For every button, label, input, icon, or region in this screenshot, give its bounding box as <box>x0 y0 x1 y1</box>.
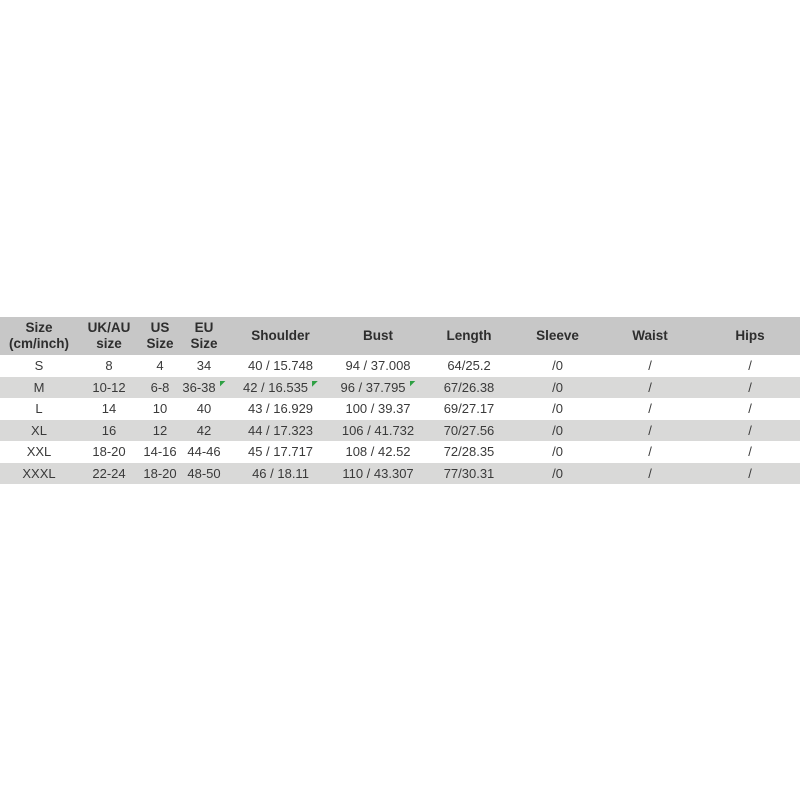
cell-shoulder-M <box>228 377 333 399</box>
cell-value: / <box>648 379 652 395</box>
column-header-waist <box>600 317 700 355</box>
cell-size-M <box>0 377 78 399</box>
cell-uk_au-XL <box>78 420 140 442</box>
size-row-XXXL <box>0 463 800 485</box>
cell-value: 106 / 41.732 <box>341 422 415 438</box>
cell-eu-M <box>180 377 228 399</box>
cell-length-M <box>423 377 515 399</box>
table-body <box>0 355 800 484</box>
cell-hips-M <box>700 377 800 399</box>
cell-value: 46 / 18.11 <box>252 465 309 481</box>
cell-value: 40 <box>196 401 212 417</box>
cell-length-S <box>423 355 515 377</box>
cell-value: XXL <box>26 444 52 460</box>
cell-value: L <box>35 401 43 417</box>
cell-value: / <box>648 444 652 460</box>
cell-value: / <box>748 465 752 481</box>
cell-size-L <box>0 398 78 420</box>
cell-value: 77/30.31 <box>443 465 495 481</box>
cell-shoulder-S <box>228 355 333 377</box>
cell-bust-L <box>333 398 423 420</box>
cell-value: 40 / 15.748 <box>247 358 314 374</box>
cell-value: S <box>34 358 44 374</box>
cell-value: /0 <box>552 358 563 374</box>
cell-value: 16 <box>101 422 117 438</box>
cell-value: 34 <box>196 358 212 374</box>
cell-value: 70/27.56 <box>443 422 495 438</box>
cell-value: 6-8 <box>150 379 170 395</box>
cell-waist-XXXL <box>600 463 700 485</box>
cell-value: 43 / 16.929 <box>247 401 314 417</box>
cell-eu-XXL <box>180 441 228 463</box>
cell-value: / <box>748 379 752 395</box>
cell-value: / <box>648 422 652 438</box>
cell-value: / <box>748 422 752 438</box>
column-header-line: Size <box>25 320 53 335</box>
column-header-line: Waist <box>632 328 668 343</box>
cell-length-XXL <box>423 441 515 463</box>
cell-hips-S <box>700 355 800 377</box>
cell-value: / <box>748 444 752 460</box>
cell-sleeve-XXXL <box>515 463 600 485</box>
cell-waist-XXL <box>600 441 700 463</box>
cell-eu-S <box>180 355 228 377</box>
cell-value: 18-20 <box>92 444 126 460</box>
size-row-S <box>0 355 800 377</box>
column-header-uk_au <box>78 317 140 355</box>
column-header-line: UK/AU <box>87 320 131 335</box>
cell-value: 10 <box>152 401 168 417</box>
column-header-line: Size <box>190 336 218 351</box>
cell-waist-XL <box>600 420 700 442</box>
cell-us-XL <box>140 420 180 442</box>
cell-size-XL <box>0 420 78 442</box>
column-header-line: Length <box>446 328 492 343</box>
cell-shoulder-XXL <box>228 441 333 463</box>
cell-value: 94 / 37.008 <box>345 358 411 374</box>
cell-sleeve-XL <box>515 420 600 442</box>
cell-value: /0 <box>552 401 563 417</box>
column-header-us <box>140 317 180 355</box>
cell-value: 100 / 39.37 <box>345 401 411 417</box>
table-header <box>0 317 800 355</box>
column-header-line: Shoulder <box>251 328 310 343</box>
cell-waist-L <box>600 398 700 420</box>
cell-value: 22-24 <box>92 465 126 481</box>
cell-size-XXL <box>0 441 78 463</box>
cell-value: 44-46 <box>187 444 221 460</box>
cell-shoulder-L <box>228 398 333 420</box>
cell-value: /0 <box>552 422 563 438</box>
column-header-line: EU <box>194 320 214 335</box>
cell-value: 18-20 <box>143 465 177 481</box>
cell-sleeve-XXL <box>515 441 600 463</box>
cell-value: XL <box>31 422 47 438</box>
cell-bust-XL <box>333 420 423 442</box>
cell-length-XL <box>423 420 515 442</box>
cell-sleeve-M <box>515 377 600 399</box>
column-header-line: Hips <box>735 328 765 343</box>
size-row-XL <box>0 420 800 442</box>
cell-value: 48-50 <box>187 465 221 481</box>
cell-value: / <box>648 358 652 374</box>
cell-uk_au-S <box>78 355 140 377</box>
cell-value: /0 <box>552 444 563 460</box>
cell-us-S <box>140 355 180 377</box>
cell-value: 10-12 <box>92 379 126 395</box>
cell-hips-XXXL <box>700 463 800 485</box>
size-row-M <box>0 377 800 399</box>
cell-bust-M <box>333 377 423 399</box>
column-header-bust <box>333 317 423 355</box>
cell-value: / <box>748 358 752 374</box>
column-header-hips <box>700 317 800 355</box>
cell-value: 72/28.35 <box>443 444 495 460</box>
green-corner-flag-icon <box>410 381 416 387</box>
column-header-line: size <box>96 336 122 351</box>
cell-sleeve-L <box>515 398 600 420</box>
cell-length-XXXL <box>423 463 515 485</box>
cell-uk_au-XXXL <box>78 463 140 485</box>
column-header-line: (cm/inch) <box>8 336 69 351</box>
cell-hips-XXL <box>700 441 800 463</box>
cell-hips-L <box>700 398 800 420</box>
cell-value: 14-16 <box>143 444 177 460</box>
cell-value: /0 <box>552 465 563 481</box>
cell-eu-XL <box>180 420 228 442</box>
cell-value: 64/25.2 <box>447 358 491 374</box>
column-header-eu <box>180 317 228 355</box>
cell-value: XXXL <box>22 465 56 481</box>
cell-eu-L <box>180 398 228 420</box>
cell-uk_au-XXL <box>78 441 140 463</box>
cell-us-L <box>140 398 180 420</box>
size-row-L <box>0 398 800 420</box>
cell-uk_au-M <box>78 377 140 399</box>
cell-shoulder-XXXL <box>228 463 333 485</box>
cell-length-L <box>423 398 515 420</box>
cell-size-S <box>0 355 78 377</box>
column-header-size <box>0 317 78 355</box>
column-header-line: Bust <box>363 328 393 343</box>
cell-value: / <box>648 465 652 481</box>
cell-us-M <box>140 377 180 399</box>
cell-bust-XXXL <box>333 463 423 485</box>
cell-uk_au-L <box>78 398 140 420</box>
cell-value: 8 <box>105 358 113 374</box>
column-header-line: US <box>150 320 170 335</box>
green-corner-flag-icon <box>220 381 226 387</box>
column-header-sleeve <box>515 317 600 355</box>
cell-shoulder-XL <box>228 420 333 442</box>
cell-bust-S <box>333 355 423 377</box>
column-header-length <box>423 317 515 355</box>
cell-value: 67/26.38 <box>443 379 495 395</box>
cell-value: / <box>648 401 652 417</box>
cell-value: 42 / 16.535 <box>242 379 309 395</box>
cell-bust-XXL <box>333 441 423 463</box>
cell-value: 4 <box>156 358 164 374</box>
cell-value: 96 / 37.795 <box>340 379 406 395</box>
column-header-shoulder <box>228 317 333 355</box>
cell-value: 44 / 17.323 <box>247 422 314 438</box>
cell-value: / <box>748 401 752 417</box>
cell-value: 36-38 <box>182 379 216 395</box>
green-corner-flag-icon <box>312 381 318 387</box>
cell-us-XXL <box>140 441 180 463</box>
size-chart-table <box>0 317 800 484</box>
cell-value: 45 / 17.717 <box>247 444 314 460</box>
cell-sleeve-S <box>515 355 600 377</box>
cell-value: 108 / 42.52 <box>345 444 411 460</box>
cell-waist-M <box>600 377 700 399</box>
header-row <box>0 317 800 355</box>
column-header-line: Size <box>146 336 174 351</box>
cell-us-XXXL <box>140 463 180 485</box>
cell-value: 12 <box>152 422 168 438</box>
cell-value: 69/27.17 <box>443 401 495 417</box>
cell-size-XXXL <box>0 463 78 485</box>
cell-value: M <box>33 379 45 395</box>
cell-value: /0 <box>552 379 563 395</box>
cell-waist-S <box>600 355 700 377</box>
cell-value: 14 <box>101 401 117 417</box>
cell-eu-XXXL <box>180 463 228 485</box>
cell-value: 110 / 43.307 <box>342 465 414 481</box>
column-header-line: Sleeve <box>536 328 579 343</box>
cell-hips-XL <box>700 420 800 442</box>
cell-value: 42 <box>196 422 212 438</box>
size-row-XXL <box>0 441 800 463</box>
